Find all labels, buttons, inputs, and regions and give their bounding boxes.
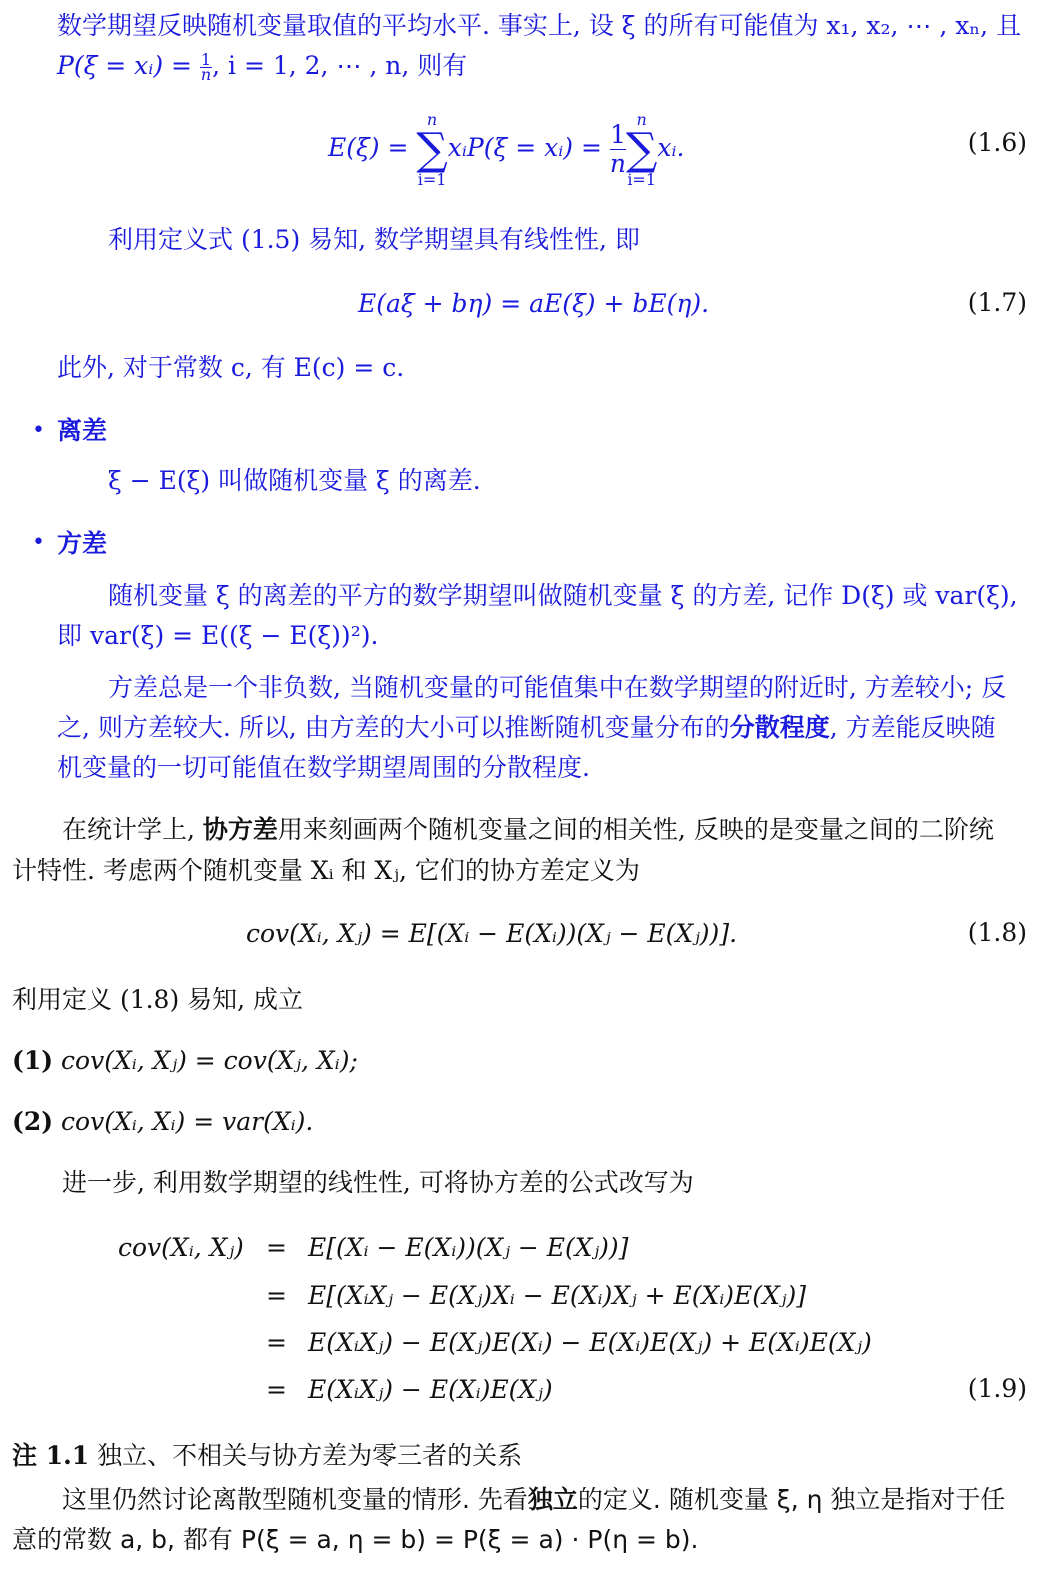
property-2-formula: cov(Xᵢ, Xᵢ) = var(Xᵢ). xyxy=(61,1107,314,1136)
covariance-line-1 xyxy=(62,814,994,846)
eq-1-9-equals: = xyxy=(266,1281,287,1310)
deviation-heading: 离差 xyxy=(57,416,108,445)
property-1-formula: cov(Xᵢ, Xⱼ) = cov(Xⱼ, Xᵢ); xyxy=(61,1046,358,1075)
note-heading xyxy=(12,1440,522,1472)
equation-number-1-7: (1.7) xyxy=(967,288,1027,317)
sum-symbol-2: n ∑ i=1 xyxy=(625,109,658,189)
property-2-label: (2) xyxy=(12,1107,54,1136)
covariance-line-1-post: 用来刻画两个随机变量之间的相关性, 反映的是变量之间的二阶统 xyxy=(277,815,994,844)
variance-p2-line-1: 方差总是一个非负数, 当随机变量的可能值集中在数学期望的附近时, 方差较小; 反 xyxy=(108,673,1007,702)
variance-p2-line-2-post: , 方差能反映随 xyxy=(829,713,996,742)
variance-p2-line-3: 机变量的一切可能值在数学期望周围的分散程度. xyxy=(57,753,590,782)
covariance-line-2: 计特性. 考虑两个随机变量 Xᵢ 和 Xⱼ, 它们的协方差定义为 xyxy=(12,856,640,885)
sum-symbol: n ∑ i=1 xyxy=(416,109,448,189)
note-line-1-pre: 这里仍然讨论离散型随机变量的情形. 先看 xyxy=(62,1485,528,1514)
eq-1-9-rhs: E[(Xᵢ − E(Xᵢ))(Xⱼ − E(Xⱼ))] xyxy=(308,1233,629,1262)
bullet-icon: • xyxy=(32,418,45,443)
linearity-text: 利用定义式 (1.5) 易知, 数学期望具有线性性, 即 xyxy=(108,225,640,254)
intro-fraction: $\frac{1}{n}$ xyxy=(200,50,212,84)
equation-number-1-8: (1.8) xyxy=(967,918,1027,947)
eq-1-9-equals: = xyxy=(266,1328,287,1357)
eq-1-9-lhs: cov(Xᵢ, Xⱼ) xyxy=(118,1233,244,1262)
note-line-1-post: 的定义. 随机变量 ξ, η 独立是指对于任 xyxy=(577,1485,1006,1514)
variance-heading: 方差 xyxy=(57,529,108,558)
variance-p2-line-2 xyxy=(57,712,996,744)
equation-1-7: E(aξ + bη) = aE(ξ) + bE(η). xyxy=(358,289,710,318)
property-1 xyxy=(12,1045,358,1077)
variance-p2-line-2-pre: 之, 则方差较大. 所以, 由方差的大小可以推断随机变量分布的 xyxy=(57,713,730,742)
equation-1-6 xyxy=(328,108,684,188)
eq-1-6-tail: xᵢ. xyxy=(657,133,685,162)
eq-1-6-mid: xᵢP(ξ = xᵢ) = xyxy=(447,133,610,162)
intro-line-1: 数学期望反映随机变量取值的平均水平. 事实上, 设 ξ 的所有可能值为 x₁, x₂, ⋯ , xₙ, 且 xyxy=(57,11,1022,40)
property-2 xyxy=(12,1106,313,1138)
variance-p1-line-1: 随机变量 ξ 的离差的平方的数学期望叫做随机变量 ξ 的方差, 记作 D(ξ) 或 var(ξ), xyxy=(108,581,1018,610)
intro-line-2-pre: P(ξ = xᵢ) = xyxy=(57,51,200,80)
properties-intro: 利用定义 (1.8) 易知, 成立 xyxy=(12,985,304,1014)
eq-1-9-equals: = xyxy=(266,1233,287,1262)
rewrite-text: 进一步, 利用数学期望的线性性, 可将协方差的公式改写为 xyxy=(62,1168,694,1197)
dispersion-term: 分散程度 xyxy=(729,713,830,742)
eq-1-9-equals: = xyxy=(266,1375,287,1404)
deviation-text: ξ − E(ξ) 叫做随机变量 ξ 的离差. xyxy=(108,466,481,495)
eq-1-9-rhs: E(XᵢXⱼ) − E(Xⱼ)E(Xᵢ) − E(Xᵢ)E(Xⱼ) + E(Xᵢ)E(Xⱼ) xyxy=(308,1328,872,1357)
eq-1-9-rhs: E[(XᵢXⱼ − E(Xⱼ)Xᵢ − E(Xᵢ)Xⱼ + E(Xᵢ)E(Xⱼ)] xyxy=(308,1281,806,1310)
covariance-line-1-pre: 在统计学上, xyxy=(62,815,203,844)
covariance-term: 协方差 xyxy=(202,815,278,844)
note-label: 注 1.1 xyxy=(12,1441,90,1470)
bullet-icon: • xyxy=(32,530,45,555)
equation-number-1-9: (1.9) xyxy=(967,1374,1027,1403)
intro-line-2 xyxy=(57,50,467,82)
note-title: 独立、不相关与协方差为零三者的关系 xyxy=(97,1441,523,1470)
constant-text: 此外, 对于常数 c, 有 E(c) = c. xyxy=(57,353,405,382)
eq-1-6-lhs: E(ξ) = xyxy=(328,133,417,162)
intro-line-2-post: , i = 1, 2, ⋯ , n, 则有 xyxy=(212,51,468,80)
variance-p1-line-2: 即 var(ξ) = E((ξ − E(ξ))²). xyxy=(57,621,379,650)
eq-1-6-fraction: $\frac{1}{n}$ xyxy=(609,120,626,178)
note-line-2: 意的常数 a, b, 都有 P(ξ = a, η = b) = P(ξ = a) · P(η = b). xyxy=(12,1525,699,1554)
note-line-1 xyxy=(62,1484,1005,1516)
equation-number-1-6: (1.6) xyxy=(967,128,1027,157)
eq-1-9-rhs: E(XᵢXⱼ) − E(Xᵢ)E(Xⱼ) xyxy=(308,1375,553,1404)
equation-1-8: cov(Xᵢ, Xⱼ) = E[(Xᵢ − E(Xᵢ))(Xⱼ − E(Xⱼ))]. xyxy=(246,919,738,948)
independence-term: 独立 xyxy=(527,1485,578,1514)
property-1-label: (1) xyxy=(12,1046,54,1075)
